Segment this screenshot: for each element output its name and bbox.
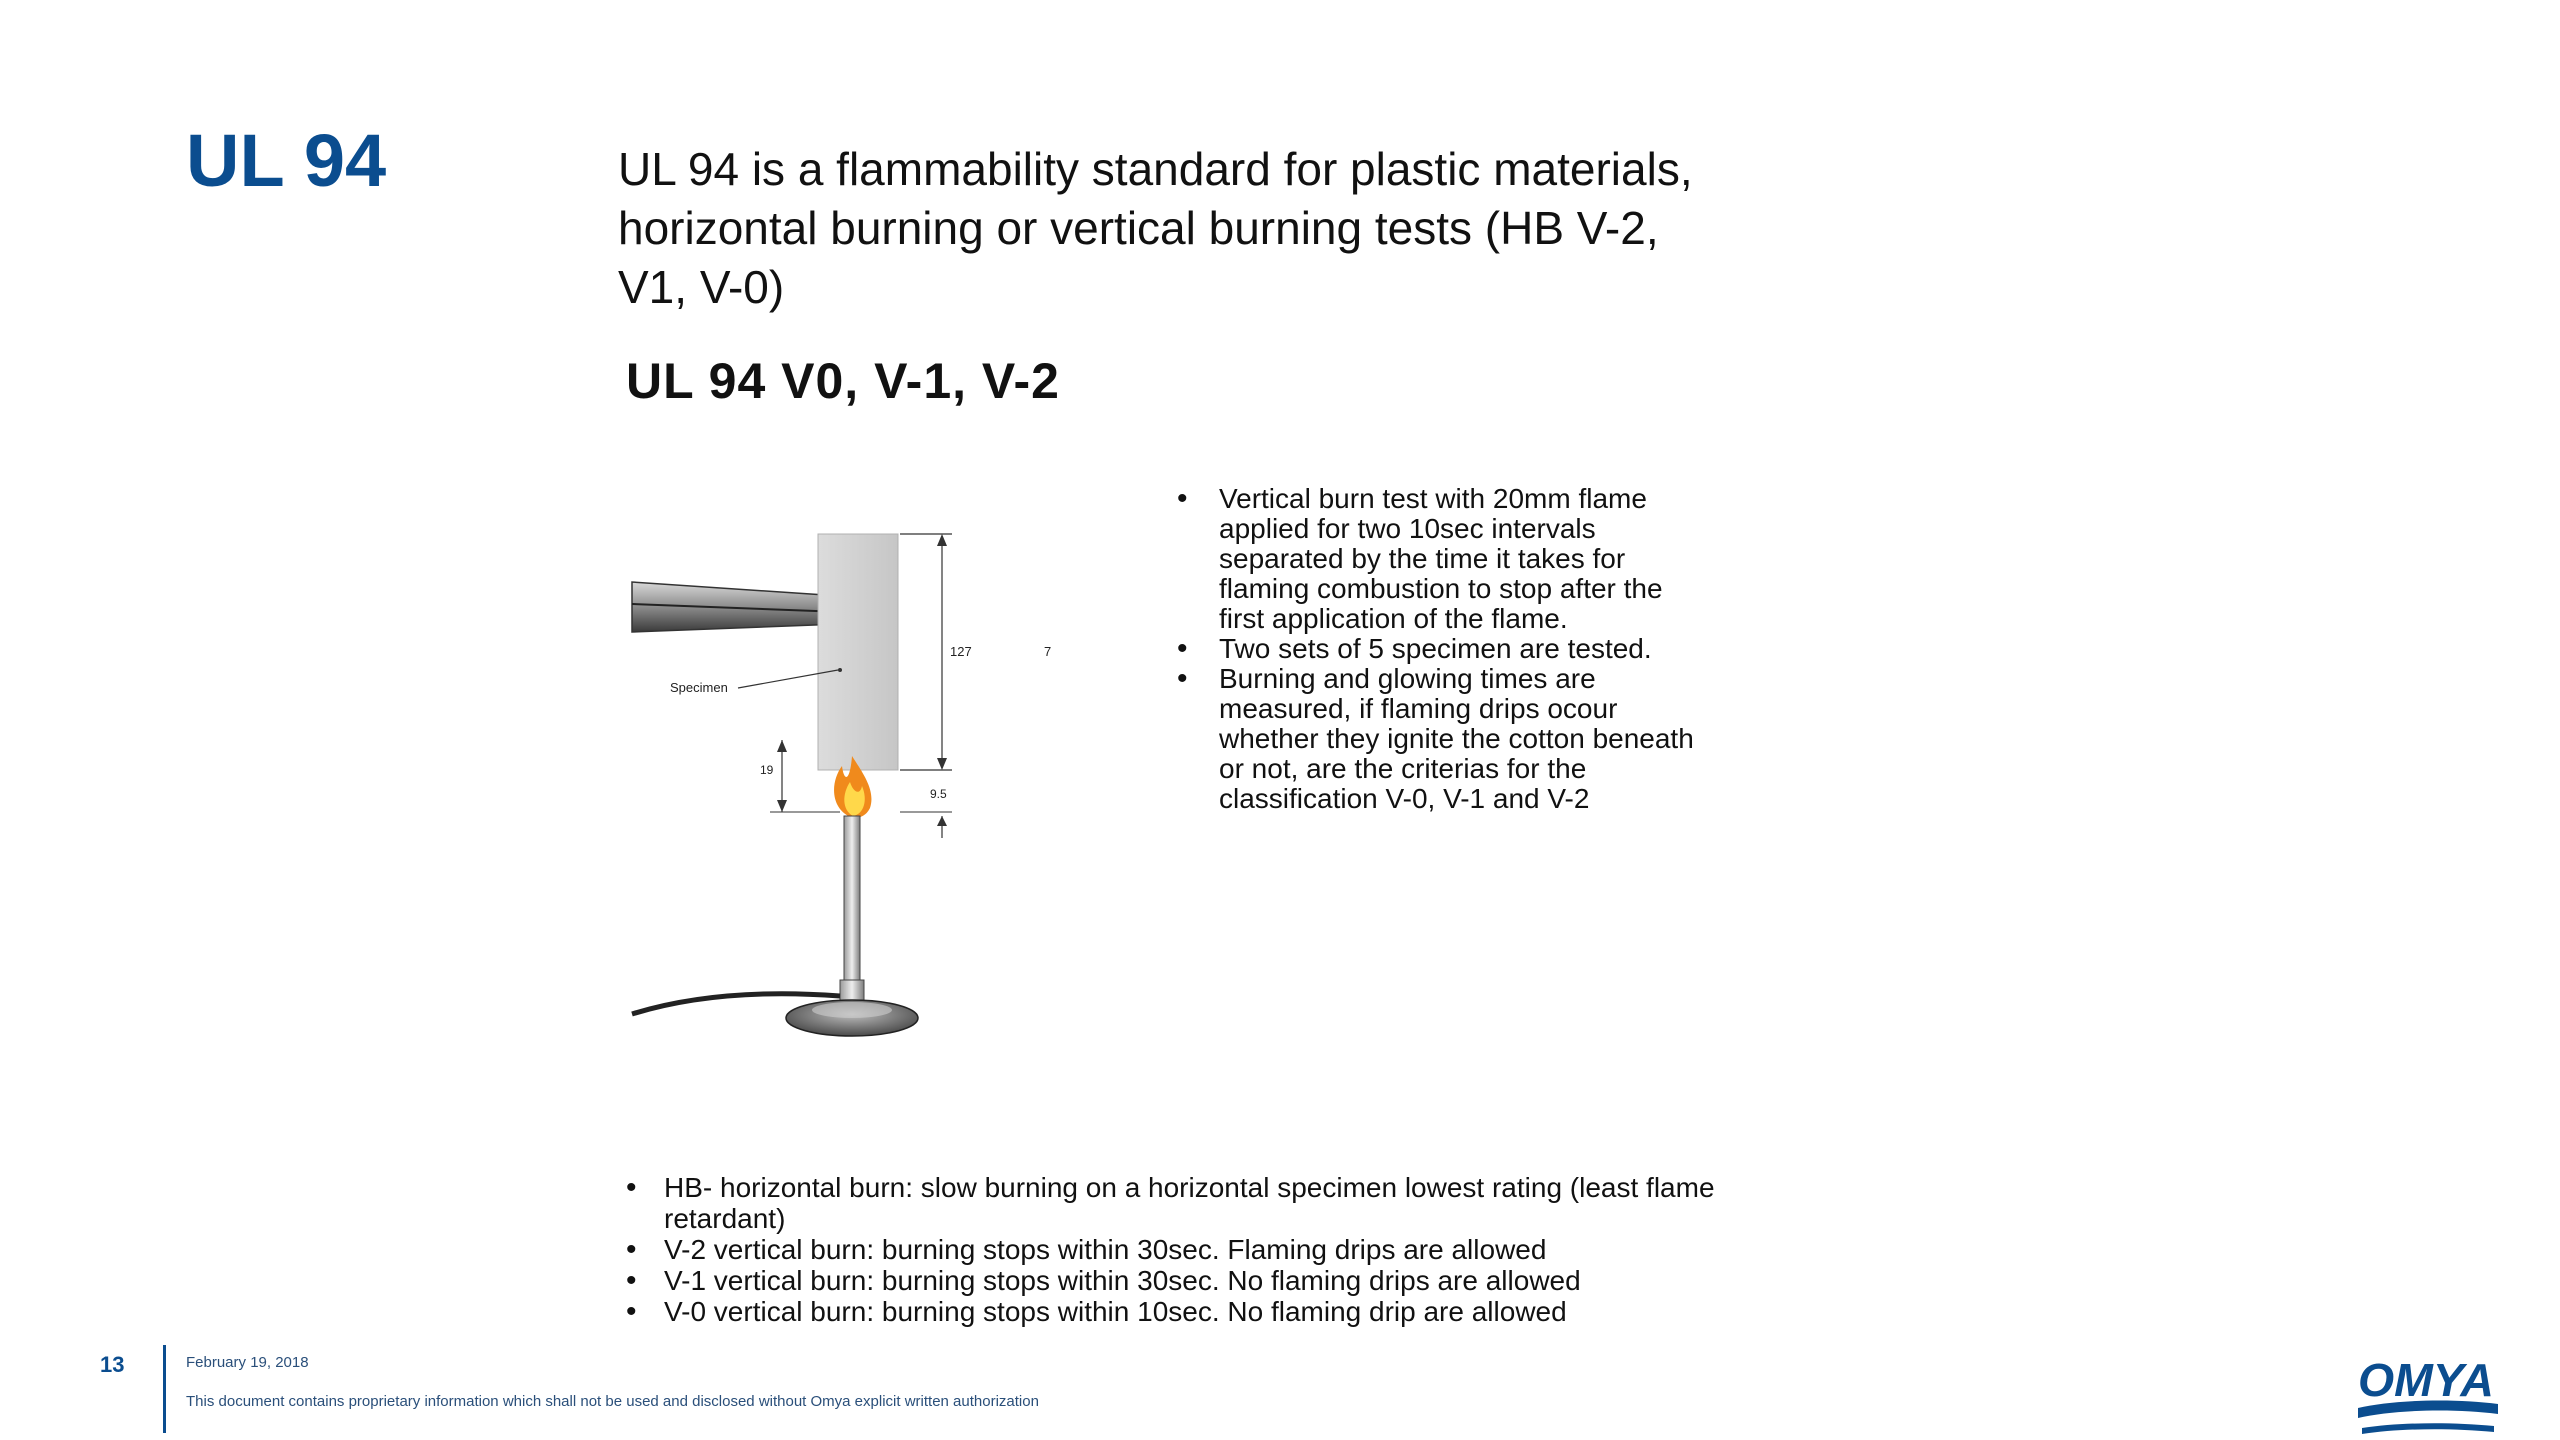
list-item: • V-0 vertical burn: burning stops within 10sec. No flaming drip are allowed	[622, 1296, 1822, 1327]
footer-divider	[163, 1345, 166, 1433]
intro-paragraph: UL 94 is a flammability standard for plastic materials, horizontal burning or vertical burning tests (HB V-2, V1, V-0)	[618, 143, 1693, 313]
test-procedure-list	[1175, 484, 1705, 814]
footer-disclaimer: This document contains proprietary information which shall not be used and disclosed without Omya explicit written authorization	[186, 1393, 1039, 1410]
list-item: • V-2 vertical burn: burning stops within 30sec. Flaming drips are allowed	[622, 1234, 1822, 1265]
list-item: • Vertical burn test with 20mm flame applied for two 10sec intervals separated by the time it takes for flaming combustion to stop after the first application of the flame.	[1175, 484, 1705, 634]
dimension-127	[900, 534, 1051, 770]
page-number: 13	[100, 1352, 125, 1377]
dim-19-label: 19	[760, 763, 774, 777]
rating-classification-list	[622, 1172, 1822, 1327]
dim-9-5-label: 9.5	[930, 787, 947, 801]
omya-logo	[2352, 1338, 2502, 1434]
specimen	[818, 534, 898, 770]
bunsen-burner	[632, 816, 918, 1036]
dimension-9-5	[900, 787, 952, 838]
dim-7-label: 7	[1044, 644, 1052, 659]
list-item: • Two sets of 5 specimen are tested.	[1175, 634, 1705, 664]
footer-date: February 19, 2018	[186, 1354, 309, 1371]
dim-127-label: 127	[950, 644, 972, 659]
vertical-burn-test-diagram	[630, 520, 1080, 1050]
logo-wordmark: OMYA	[2358, 1354, 2494, 1406]
clamp	[632, 582, 845, 632]
list-item: • Burning and glowing times are measured, if flaming drips ocour whether they ignite the cotton beneath or not, are the criterias for the classification V-0, V-1 and V-2	[1175, 664, 1705, 814]
section-subtitle: UL 94 V0, V-1, V-2	[626, 353, 1060, 409]
specimen-label: Specimen	[670, 680, 728, 695]
slide-title: UL 94	[186, 119, 387, 202]
list-item: • HB- horizontal burn: slow burning on a horizontal specimen lowest rating (least flame retardant)	[622, 1172, 1822, 1234]
list-item: • V-1 vertical burn: burning stops within 30sec. No flaming drips are allowed	[622, 1265, 1822, 1296]
